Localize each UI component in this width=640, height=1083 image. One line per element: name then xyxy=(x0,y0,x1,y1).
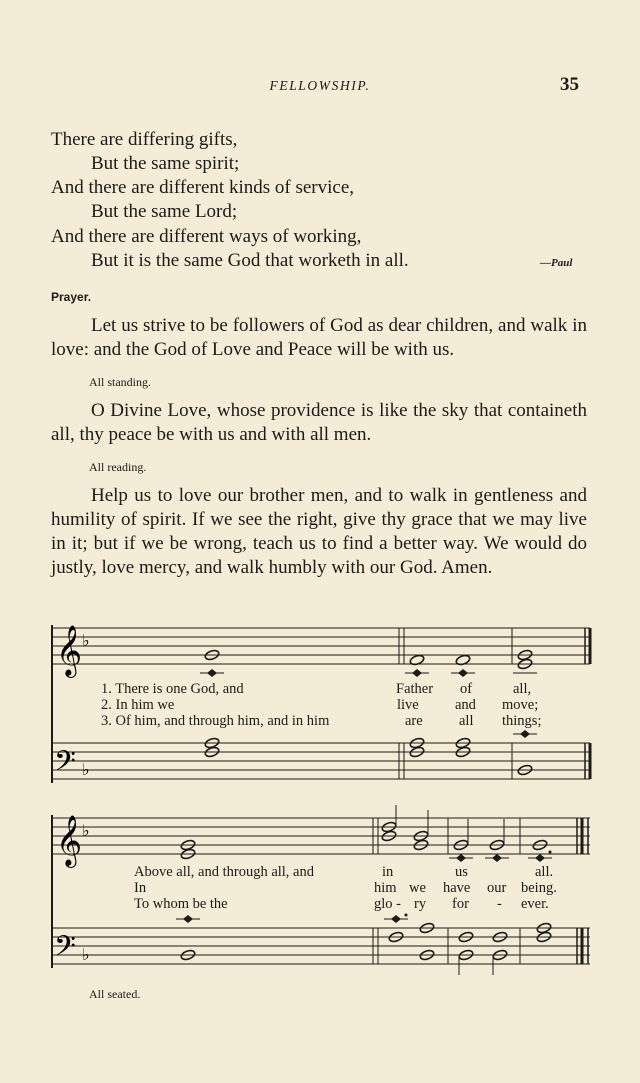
reading-text: Help us to love our brother men, and to walk in gentleness and humility of spirit. If we see the right, give thy grace that we may live in it; but if we be wrong, teach us to find a better way. We would do justly, love mercy, and walk humbly with our God. Amen. xyxy=(51,485,587,578)
treble-clef-icon: 𝄞 xyxy=(56,625,83,676)
rubric-all-seated: All seated. xyxy=(89,987,141,1001)
lyric-2-4: move; xyxy=(502,697,539,713)
lyric-2-3: and xyxy=(455,697,476,713)
prayer-text: Let us strive to be followers of God as dear children, and walk in love: and the God of Love and Peace will be with us. xyxy=(51,315,587,360)
lyric-5-2: him xyxy=(374,880,397,896)
lyric-5-6: being. xyxy=(521,880,557,896)
poem-line: And there are different ways of working, xyxy=(51,226,362,247)
poem-line: And there are different kinds of service, xyxy=(51,177,354,198)
lyric-1-3: of xyxy=(460,681,473,697)
lyric-3-3: all xyxy=(459,713,474,729)
lyric-5-1: In xyxy=(134,880,147,896)
lyric-6-5: - xyxy=(497,896,502,912)
lyric-1-1: 1. There is one God, and xyxy=(101,681,244,697)
bass-clef-icon: 𝄢 xyxy=(54,745,76,785)
lyric-6-4: for xyxy=(452,896,469,912)
poem-attribution: —Paul xyxy=(540,257,573,269)
flat-icon: ♭ xyxy=(82,631,90,650)
lyric-4-1: Above all, and through all, and xyxy=(134,864,314,880)
page-number: 35 xyxy=(560,74,579,95)
running-title: FELLOWSHIP. xyxy=(269,78,371,93)
poem-line: But it is the same God that worketh in all. xyxy=(91,250,409,271)
poem-line: But the same spirit; xyxy=(91,153,240,174)
lyric-3-1: 3. Of him, and through him, and in him xyxy=(101,713,330,729)
lyric-2-2: live xyxy=(397,697,419,713)
lyric-6-2: glo - xyxy=(374,896,401,912)
flat-icon: ♭ xyxy=(82,945,90,964)
lyric-3-4: things; xyxy=(502,713,542,729)
rubric-all-standing: All standing. xyxy=(89,375,151,389)
music-system-1 xyxy=(0,615,640,785)
lyric-6-3: ry xyxy=(414,896,427,912)
prayer-heading: Prayer. xyxy=(51,290,92,304)
lyric-4-3: us xyxy=(455,864,468,880)
rubric-all-reading: All reading. xyxy=(89,460,147,474)
flat-icon: ♭ xyxy=(82,760,90,779)
poem-line: But the same Lord; xyxy=(91,201,238,222)
lyric-4-2: in xyxy=(382,864,394,880)
lyric-5-5: our xyxy=(487,880,507,896)
lyric-5-3: we xyxy=(409,880,426,896)
flat-icon: ♭ xyxy=(82,821,90,840)
bass-clef-icon: 𝄢 xyxy=(54,930,76,970)
lyric-6-1: To whom be the xyxy=(134,896,228,912)
lyric-3-2: are xyxy=(405,713,423,729)
lyric-2-1: 2. In him we xyxy=(101,697,175,713)
lyric-1-4: all, xyxy=(513,681,532,697)
lyric-4-4: all. xyxy=(535,864,554,880)
lyric-5-4: have xyxy=(443,880,471,896)
standing-text: O Divine Love, whose providence is like the sky that containeth all, thy peace be with us and with all men. xyxy=(51,400,587,445)
treble-clef-icon: 𝄞 xyxy=(56,815,83,866)
lyric-1-2: Father xyxy=(396,681,434,697)
poem-line: There are differing gifts, xyxy=(51,129,238,150)
lyric-6-6: ever. xyxy=(521,896,549,912)
